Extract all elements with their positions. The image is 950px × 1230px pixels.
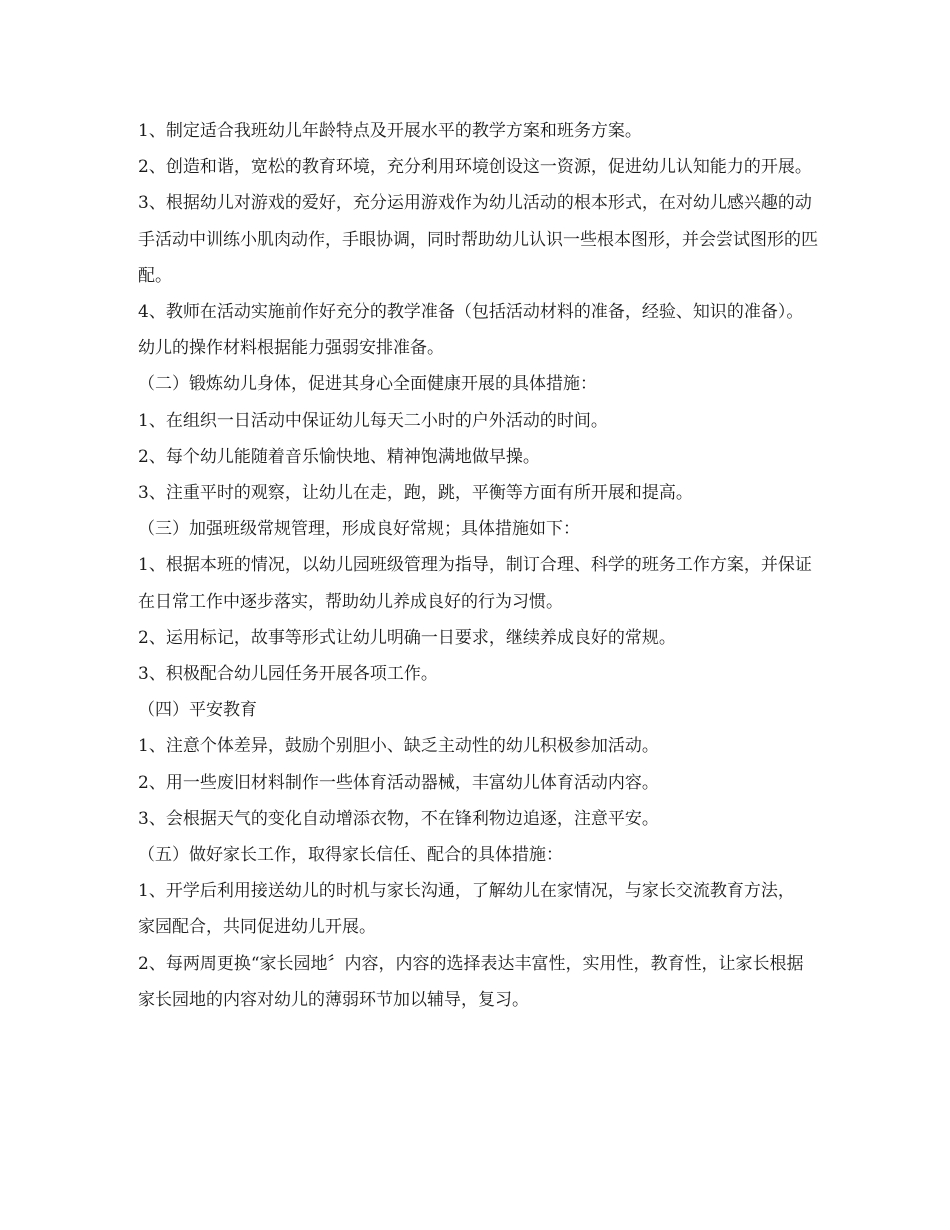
paragraph: 2、每个幼儿能随着音乐愉快地、精神饱满地做早操。 bbox=[138, 446, 540, 467]
paragraph: 1、根据本班的情况，以幼儿园班级管理为指导，制订合理、科学的班务工作方案，并保证在日常工作中逐步落实，帮助幼儿养成良好的行为习惯。 bbox=[138, 555, 812, 612]
paragraph: 3、根据幼儿对游戏的爱好，充分运用游戏作为幼儿活动的根本形式，在对幼儿感兴趣的动手活动中训练小肌肉动作，手眼协调，同时帮助幼儿认识一些根本图形，并会尝试图形的匹配。 bbox=[138, 193, 818, 286]
paragraph: 1、开学后利用接送幼儿的时机与家长沟通，了解幼儿在家情况，与家长交流教育方法， bbox=[138, 881, 795, 902]
paragraph: 1、制定适合我班幼儿年龄特点及开展水平的教学方案和班务方案。 bbox=[138, 121, 642, 141]
document-body bbox=[138, 113, 818, 1018]
paragraph: 4、教师在活动实施前作好充分的教学准备（包括活动材料的准备，经验、知识的准备）。幼儿的操作材料根据能力强弱安排准备。 bbox=[138, 302, 804, 359]
paragraph: 2、运用标记，故事等形式让幼儿明确一日要求，继续养成良好的常规。 bbox=[138, 627, 676, 648]
section-heading: （五）做好家长工作，取得家长信任、配合的具体措施： bbox=[138, 845, 563, 866]
paragraph: 3、积极配合幼儿园任务开展各项工作。 bbox=[138, 664, 438, 685]
paragraph: 1、注意个体差异，鼓励个别胆小、缺乏主动性的幼儿积极参加活动。 bbox=[138, 736, 659, 757]
paragraph: 1、在组织一日活动中保证幼儿每天二小时的户外活动的时间。 bbox=[138, 410, 608, 431]
section-heading: （三）加强班级常规管理，形成良好常规；具体措施如下： bbox=[138, 519, 580, 540]
section-heading: （二）锻炼幼儿身体，促进其身心全面健康开展的具体措施： bbox=[138, 374, 597, 395]
paragraph: 3、会根据天气的变化自动增添衣物，不在锋利物边追逐，注意平安。 bbox=[138, 808, 659, 829]
paragraph: 2、用一些废旧材料制作一些体育活动器械，丰富幼儿体育活动内容。 bbox=[138, 772, 659, 793]
paragraph: 3、注重平时的观察，让幼儿在走，跑，跳，平衡等方面有所开展和提高。 bbox=[138, 483, 693, 504]
paragraph: 2、创造和谐，宽松的教育环境，充分利用环境创设这一资源，促进幼儿认知能力的开展。 bbox=[138, 157, 812, 178]
paragraph: 2、每两周更换“家长园地〞内容，内容的选择表达丰富性，实用性，教育性，让家长根据家长园地的内容对幼儿的薄弱环节加以辅导，复习。 bbox=[138, 953, 804, 1010]
paragraph: 家园配合，共同促进幼儿开展。 bbox=[138, 917, 376, 938]
section-heading: （四）平安教育 bbox=[138, 700, 257, 721]
